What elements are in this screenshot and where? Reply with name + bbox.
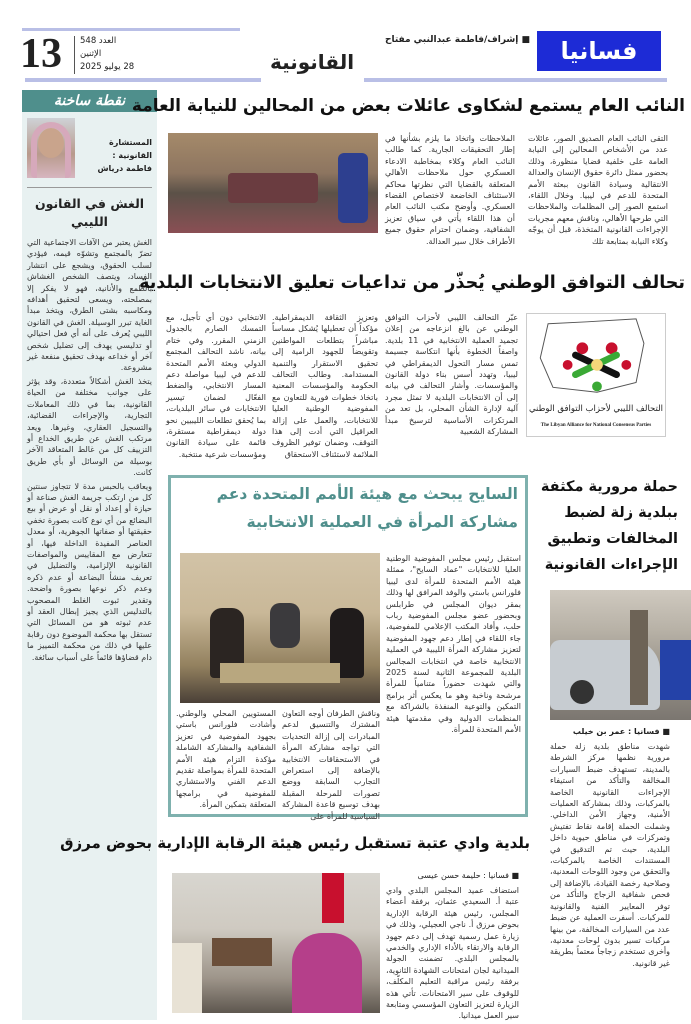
column-title: الغش في القانون الليبي [34,196,145,229]
article4-col2: وناقش الطرفان أوجه التعاون المشترك والتنسيق لدعم المبادرات إلى إزالة التحديات التي تواجه مشاركة المرأة في الاستحقاقات الانتخابية بالإضافة إلى استعراض التجارب السابقة ووضع تصورات للمرحلة المقبلة بهدف توسيع قاعدة المشاركة السياسية للمرأة على [282,709,380,821]
article3-photo [550,590,691,720]
article4-col1: استقبل رئيس مجلس المفوضية الوطنية العليا للانتخابات "عماد السايح"، ممثلة هيئة الأمم المتحدة للمرأة لدى ليبيا فلورانس باستي والوفد المرافق لها وذلك بمقر ديوان المجلس في طرابلس وبحضور عضو مجلس المفوضية رباب حلب، وأفاد المكتب الإعلامي للمفوضية، جاء اللقاء في إطار دعم جهود المفوضية لتعزيز مشاركة المرأة الليبية في العملية الانتخابية خاصة في انتخابات المجالس البلدية للمجموعة الثانية لسنة 2025 والتي شهدت حضوراً متنامياً للمرأة مرشحة وناخبة وهو ما يعكس أثر برامج التمكين والتوعية المنفذة بالشراكة مع المنظمات الدولية وفي مقدمتها هيئة الأمم المتحدة للمرأة. [386,554,521,735]
page-number: 13 [20,31,62,77]
article2-col1: عبّر التحالف الليبي لأحزاب التوافق الوطني عن بالغ انزعاجه من إعلان تجميد العملية الانتخابية في 11 بلدية. واصفاً الخطوة بأنها انتكاسة جسيمة تمس مسار التحول الديمقراطي في ليبيا، وتهدد أسس بناء دولة القانون والمؤسسات. وأشار التحالف في بيانه إلى أن الانتخابات البلدية لا تمثل مجرد آلية لإدارة الشأن المحلي، بل تعد من المرتكزات الأساسية لترسيخ مبدأ المشاركة الشعبية [385,313,518,437]
alliance-english-name: The Libyan Alliance for National Consensus Parties [540,423,652,428]
date: 28 يوليو 2025 [80,62,135,72]
article5-photo [172,873,380,1013]
column-paragraph: يتخذ الغش أشكالاً متعددة، وقد يؤثر على جوانب مختلفة من الحياة القانونية، بما في ذلك المعاملات التجارية، والإجراءات القضائية، والتسجيل العقاري، وغيرها. ويعد مرتكب الغش عن طريق الخداع أو التزييف كل من غالط المتعاقد الآخر بوسيلة من الوسائل أو بأي طريق كانت. [27,376,152,478]
article3-headline[interactable]: حملة مرورية مكثفة ببلدية زلة لضبط المخالفات وتطبيق الإجراءات القانونية [540,479,678,573]
bottom-rule-right [364,78,667,82]
weekday: الإثنين [80,49,102,59]
column-paragraph: الغش يعتبر من الآفات الاجتماعية التي تضرّ بالمجتمع وتشوّه قيمه، فيؤدي لسلب الحقوق، ويشجع على انتشار الفساد، ويتصف الشخص الغشاش بالطمع والأنانية، فهو لا يفكر إلا بمصلحته، ويسعى لتحقيق أهدافه ومكاسبه بشتى الطرق، ويتخذ مبدأ الغاية تبرر الوسيلة. الغش في القانون الليبي يُعرف على أنه أي فعل احتيالي أو تدليسي يهدف إلى تضليل شخص آخر أو خداعه بهدف تحقيق منفعة غير مشروعة. [27,238,152,373]
masthead [0,0,691,84]
article1-col1: التقى النائب العام الصديق الصور، عائلات عدد من الأشخاص المحالين إلى النيابة العامة على خلفية قضايا منظورة، وذلك بحضور ممثل دائرة حقوق الإنسان والعدالة الانتقالية وسيادة القانون ببعثة الأمم المتحدة للدعم في ليبيا. وخلال اللقاء، استمع الصور إلى المظلمات والملاحظات التي طرحها الأهالي، وناقش معهم مجريات الإجراءات القانونية المتخذة، قبل أن يوجّه وكلاء النيابة بمتابعة تلك [528,134,668,246]
article1-col2: الملاحظات واتخاذ ما يلزم بشأنها في إطار التحقيقات الجارية. كما طالب النائب العام وكلاء بمخاطبة الادعاء العسكري حول ملاحظات الأهالي المتعلقة بالقضايا التي نظرتها محاكم الاستئناف الخاضعة لاختصاص القضاء العسكري. وأوضح مكتب النائب العام أن هذا اللقاء يأتي في سياق تعزيز الشفافية، وضمان احترام حقوق جميع الأطراف خلال سير العدالة. [385,134,515,246]
article1-headline[interactable]: النائب العام يستمع لشكاوى عائلات بعض من المحالين للنيابة العامة [131,96,685,116]
article3-body: شهدت مناطق بلدية زلة حملة مرورية نظمها مركز الشرطة بالمدينة، تستهدف ضبط السيارات المخالفة والتأكد من استيفاء الإجراءات القانونية الخاصة بالمركبات، وذلك بمشاركة العمليات الأمنية، وجهاز الأمن الداخلي. وشملت الحملة إقامة نقاط تفتيش وتمركزات في مناطق حيوية داخل البلدية، حيث تم التدقيق في المستندات الخاصة بالمركبات، والتحقق من وجود اللوحات المعدنية، وصلاحية رخصة القيادة، بالإضافة إلى فحص شفافية الزجاج والتأكد من توفر المعايير الفنية والقانونية للمركبات. أسفرت العملية عن ضبط عدد من السيارات المخالفة، من بينها مركبات تسير بدون لوحات معدنية، وأخرى تستخدم زجاجاً معتماً بطريقة غير قانونية. [550,742,670,968]
article4-headline[interactable]: السايح يبحث مع هيئة الأمم المتحدة دعم مشاركة المرأة في العملية الانتخابية [216,485,518,531]
article2-col2: وتعزيز الثقافة الديمقراطية. مؤكداً أن تعطيلها يُشكل مساساً مباشراً بتطلعات المواطنين وتقويضاً للجهود الرامية إلى تحقيق الاستقرار والتنمية المستدامة. وطالب التحالف الحكومة والمؤسسات المعنية باتخاذ خطوات فورية للتعاون مع المفوضية الوطنية العليا للانتخابات، والعمل على إزالة العراقيل التي أدت إلى هذا التوقف، وضمان توفير الظروف الملائمة لاستئناف الاستحقاق [272,313,378,459]
author-name: فاطمة درياش [97,164,152,173]
column-paragraph: ويعاقب بالحبس مدة لا تتجاوز سنتين كل من ارتكب جريمة الغش صناعة أو حيازة أو إعداد أو نقل أو عرض أو بيع البضائع من أي نوع كانت بصورة تخفي حقيقتها أو صفاتها الجوهرية، أو معدل العناصر المفيدة الداخلة فيها، أو تتعارض مع المقاييس والمواصفات القانونية الإلزامية، والتضليل في تعريف منشأ البضاعة أو عدم ذكره وعدم ذكر نوعها بصورة واضحة. وتقدير ثبوت الغلط المصحوب بالتدليس الذي يجيز إبطال العقد أو عدم ثبوته هو من المسائل التي تستقل بها محكمة الموضوع دون رقابة عليها في ذلك من محكمة التمييز ما دام قضاؤها قائماً على أسباب سائغة. [27,481,152,662]
logo-text: فسانيا [560,37,638,65]
alliance-emblem-icon [527,314,665,402]
article4-photo [180,553,380,703]
article5-headline[interactable]: بلدية وادي عتبة تستقبل رئيس هيئة الرقابة الإدارية بحوض مرزق [60,834,530,852]
sidebar-column [22,90,157,1020]
section-title: القانونية [269,50,355,74]
article4-col3: المستويين المحلي والوطني. وأشادت فلورانس باستي بجهود المفوضية في تعزيز الشفافية والمشاركة الشاملة مؤكدة التزام هيئة الأمم المتحدة للمرأة بمواصلة تقديم الدعم الفني والاستشاري للمفوضية في برامجها المتعلقة بتمكين المرأة. [176,709,276,810]
author-credit [79,136,152,175]
author-photo [27,118,75,178]
article5-byline: ■ فسانيا : حليمة حسن عيسى [417,871,519,880]
alliance-arabic-name: التحالف الليبي لأحزاب التوافق الوطني [528,404,664,414]
alliance-logo [526,313,666,437]
article5-body: استضاف عميد المجلس البلدي وادي عتبة أ. السعيدي عثمان، برفقة أعضاء المجلس، رئيس هيئة الرقابة الإدارية بحوض مرزق أ. ناجي العجيلي، وذلك في زيارة عمل رسمية تهدف إلى دعم جهود الرقابة والارتقاء بالأداء الإداري والخدمي بالمجلس البلدي. تضمنت الجولة الميدانية لجان امتحانات الشهادة الثانوية، برفقة رئيس مراقبة التعليم المكلّف، للوقوف على سير الامتحانات. تأتي هذه الزيارة لتعزيز التعاون المؤسسي ومتابعة سير العمل ميدانيا. [386,886,519,1021]
bottom-rule-left [25,78,261,82]
column-body [27,237,152,663]
author-role: المستشارة القانونية : [109,138,152,160]
article3-byline: ■ فسانيا : عمر بن خيلب [572,727,670,736]
author-block [27,118,152,188]
hot-spot-banner: نقطة ساخنة [22,90,157,112]
issue-info-divider [74,36,75,74]
article2-headline[interactable]: تحالف التوافق الوطني يُحذّر من تداعيات تعليق الانتخابات البلدية [139,273,685,293]
issue-number: العدد 548 [80,36,117,46]
logo[interactable] [537,31,661,71]
supervision-credit: ■ إشراف/فاطمة عبدالنبي مفتاح [384,35,530,45]
article1-photo [168,133,378,233]
article2-col3: الانتخابي دون أي تأجيل، مع التمسك الصارم بالجدول الزمني المقرر. وفي ختام بيانه، ناشد التحالف المجتمع الدولي وبعثة الأمم المتحدة للدعم في ليبيا مواصلة دعم المسار الانتخابي، والضغط الفعّال لضمان تيسير الانتخابات في سائر البلديات، بما يُحقق تطلعات الليبيين نحو دولة ديمقراطية مستقرة، قائمة على سيادة القانون ومؤسسات شرعية منتخبة. [166,313,266,459]
issue-info [80,35,170,74]
